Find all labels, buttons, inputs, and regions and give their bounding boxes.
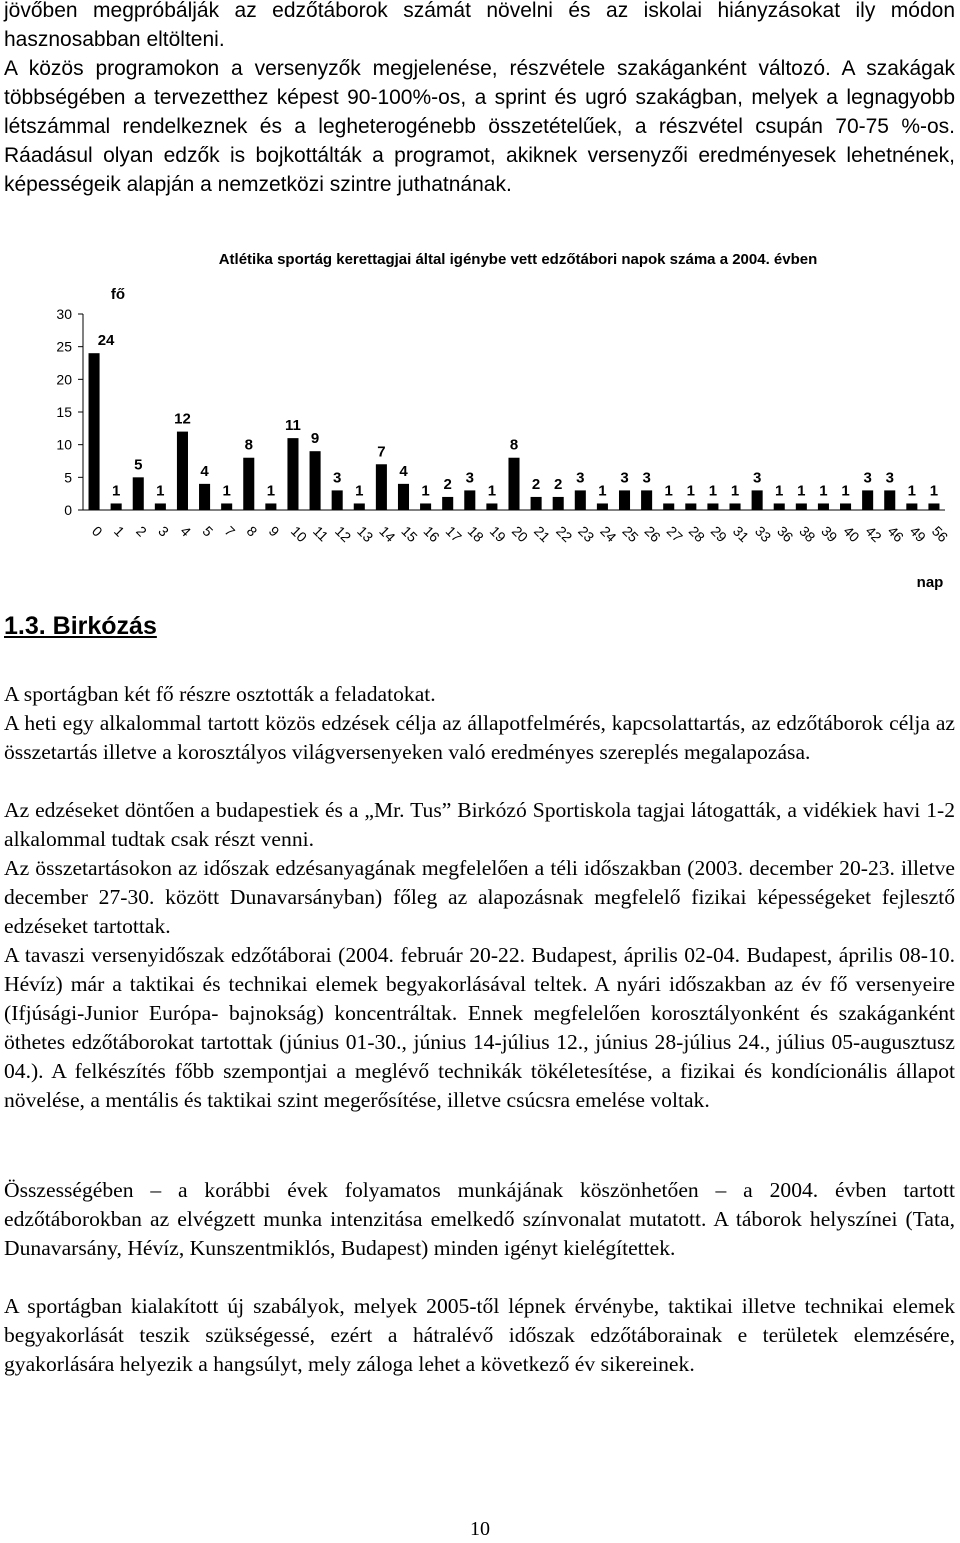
x-tick-label: 7	[221, 522, 239, 540]
y-tick-label: 5	[64, 469, 72, 486]
x-tick-label: 1	[111, 522, 128, 540]
bar	[884, 490, 895, 510]
bar-value-label: 3	[576, 469, 585, 487]
x-tick-label: 40	[840, 522, 863, 546]
x-axis-ticks	[89, 523, 951, 545]
bar-value-label: 9	[310, 430, 320, 448]
bar	[398, 484, 409, 510]
bar	[641, 490, 652, 510]
x-tick-label: 17	[442, 522, 465, 546]
bar	[619, 490, 630, 510]
x-tick-label: 2	[133, 522, 150, 540]
x-tick-label: 31	[729, 522, 753, 546]
bar-value-label: 1	[111, 482, 121, 500]
bar-value-label: 11	[285, 417, 301, 435]
bar-value-label: 1	[775, 482, 784, 500]
bar	[508, 458, 519, 510]
x-tick-label: 24	[597, 522, 620, 546]
x-tick-label: 20	[508, 522, 532, 546]
section-paragraph-2: A heti egy alkalommal tartott közös edzések célja az állapotfelmérés, kapcsolattartás, az edzőtáborok célja az összetartás illetve a korosztályos világversenyeken való eredményes szereplés megalapozása.	[4, 711, 955, 764]
x-tick-label: 5	[199, 522, 217, 540]
page-number: 10	[470, 1518, 490, 1540]
section-paragraph-7: A sportágban kialakított új szabályok, melyek 2005-től lépnek érvénybe, taktikai illetve technikai elemek begyakorlását teszik szükségessé, ezért a hátralévő időszak edzőtáborainak e területek elemzésére, gyakorlására helyezik a hangsúlyt, mely záloga lehet a következő év sikereinek.	[4, 1294, 955, 1376]
y-tick-label: 15	[56, 404, 72, 420]
bar	[265, 503, 276, 510]
x-tick-label: 9	[265, 522, 283, 540]
bar-value-label: 1	[686, 482, 695, 500]
y-tick-label: 30	[56, 306, 72, 322]
bar-value-label: 3	[333, 469, 342, 487]
x-tick-label: 49	[906, 522, 930, 546]
bar	[111, 503, 122, 510]
section-paragraph-5: A tavaszi versenyidőszak edzőtáborai (2004. február 20-22. Budapest, április 02-04. Budapest, április 08-10. Hévíz) már a taktikai és technikai elemek begyakorlásával teltek. A nyári időszakban az év fő versenyeire (Ifjúsági-Junior Európa- bajnokság) koncentráltak. Ennek megfelelően korosztályonként és szakáganként öthetes edzőtáborokat tartottak (június 01-30., június 14-július 12., június 28-július 24., július 05-augusztusz 04.). A felkészítés főbb szempontjai a meglévő technikák tökéletesítése, a fizikai és kondícionális állapot növelése, a mentális és taktikai szint megerősítése, illetve csúcsra emelése voltak.	[4, 943, 955, 1112]
bar	[464, 490, 475, 510]
bar-value-label: 1	[708, 482, 718, 500]
x-tick-label: 36	[774, 522, 797, 546]
x-tick-label: 4	[177, 522, 195, 540]
bar	[862, 490, 873, 510]
bar	[89, 353, 100, 510]
bar-value-label: 3	[752, 469, 762, 487]
bar	[752, 490, 763, 510]
x-tick-label: 3	[155, 522, 173, 540]
bar	[774, 503, 785, 510]
y-tick-label: 0	[64, 502, 72, 518]
bar-value-label: 1	[156, 482, 165, 500]
x-tick-label: 27	[663, 522, 686, 546]
bar	[840, 503, 851, 510]
x-tick-label: 56	[928, 522, 952, 546]
bar	[442, 497, 453, 510]
bar	[597, 503, 608, 510]
bar	[906, 503, 917, 510]
bar-value-label: 12	[174, 410, 191, 428]
bar-value-label: 1	[819, 482, 828, 500]
bar-value-label: 1	[487, 482, 497, 500]
bar	[730, 503, 741, 510]
bar-value-label: 1	[355, 482, 364, 500]
x-tick-label: 38	[796, 522, 819, 546]
bar-value-label: 1	[907, 482, 917, 500]
x-tick-label: 18	[464, 522, 488, 546]
bar	[707, 503, 718, 510]
bar	[177, 432, 188, 510]
bar	[553, 497, 564, 510]
x-tick-label: 42	[862, 522, 885, 546]
bar-value-label: 1	[421, 482, 430, 500]
bar-value-label: 7	[377, 443, 386, 461]
x-tick-label: 10	[287, 522, 311, 546]
x-tick-label: 13	[354, 522, 377, 546]
x-tick-label: 46	[884, 522, 907, 546]
bar-value-label: 1	[841, 482, 850, 500]
bar	[221, 503, 232, 510]
bar	[531, 497, 542, 510]
y-tick-label: 20	[56, 371, 72, 388]
bar	[287, 438, 298, 510]
chart-title: Atlétika sportág kerettagjai által igénybe vett edzőtábori napok száma a 2004. évben	[218, 251, 818, 268]
bar-value-label: 3	[885, 469, 894, 487]
intro-paragraph-1: jövőben megpróbálják az edzőtáborok számát növelni és az iskolai hiányzásokat ily módon hasznosabban eltölteni.	[4, 0, 955, 51]
y-tick-label: 25	[56, 338, 72, 355]
bar	[818, 503, 829, 510]
bar	[155, 503, 166, 510]
bar-value-label: 24	[97, 332, 115, 350]
y-axis-label: fő	[110, 286, 126, 303]
section-paragraph-3: Az edzéseket döntően a budapestiek és a „Mr. Tus” Birkózó Sportiskola tagjai látogatták, a vidékiek havi 1-2 alkalommal tudtak csak részt venni.	[4, 798, 955, 851]
x-tick-label: 0	[88, 522, 106, 540]
bar	[685, 503, 696, 510]
intro-paragraph-2: A közös programokon a versenyzők megjelenése, részvétele szakáganként változó. A szakágak többségében a tervezetthez képest 90-100%-os, a sprint és ugró szakágban, melyek a legnagyobb létszámmal rendelkeznek és a legheterogénebb összetételűek, a részvétel csupán 70-75 %-os. Ráadásul olyan edzők is bojkottálták a programot, akiknek versenyzői eredményesek lehetnének, képességeik alapján a nemzetközi szintre juthatnának.	[4, 57, 955, 196]
bar	[133, 477, 144, 510]
bar	[796, 503, 807, 510]
bar-value-label: 1	[598, 482, 607, 500]
x-tick-label: 15	[398, 522, 421, 546]
bar	[486, 503, 497, 510]
x-tick-label: 16	[420, 522, 443, 546]
bar	[420, 503, 431, 510]
bar-value-label: 5	[134, 456, 143, 474]
bar	[243, 458, 254, 510]
bar-value-label: 1	[797, 482, 806, 500]
bar	[376, 464, 387, 510]
bar	[575, 490, 586, 510]
bar	[199, 484, 210, 510]
bar-value-label: 3	[642, 469, 651, 487]
x-tick-label: 23	[575, 522, 598, 546]
x-tick-label: 39	[818, 522, 841, 546]
x-tick-label: 14	[376, 522, 399, 546]
bar-value-label: 1	[266, 482, 276, 500]
bar-value-label: 8	[509, 436, 519, 454]
bar-value-label: 1	[730, 482, 740, 500]
y-axis-ticks	[56, 306, 83, 518]
x-tick-label: 28	[685, 522, 709, 546]
bar-value-label: 4	[200, 462, 209, 480]
bar-chart	[0, 240, 960, 600]
x-tick-label: 21	[530, 522, 554, 546]
bars-group	[89, 353, 940, 510]
x-axis-label: nap	[916, 574, 944, 591]
bar	[928, 503, 939, 510]
x-tick-label: 12	[332, 522, 355, 546]
x-tick-label: 29	[707, 522, 731, 546]
x-tick-label: 8	[243, 522, 261, 540]
section-paragraph-1: A sportágban két fő részre osztották a feladatokat.	[4, 682, 436, 706]
bar-value-label: 1	[929, 482, 939, 500]
bar	[310, 451, 321, 510]
bar-value-label: 1	[222, 482, 231, 500]
bar	[663, 503, 674, 510]
bar-value-label: 3	[620, 469, 629, 487]
bar-value-label: 2	[443, 475, 452, 493]
section-heading: 1.3. Birkózás	[4, 612, 157, 640]
x-tick-label: 19	[486, 522, 510, 546]
bar	[354, 503, 365, 510]
bar-value-label: 3	[863, 469, 872, 487]
bar	[332, 490, 343, 510]
section-paragraph-6: Összességében – a korábbi évek folyamatos munkájának köszönhetően – a 2004. évben tartott edzőtáborokban az elvégzett munka intenzitása emelkedő színvonalat mutatott. A táborok helyszínei (Tata, Dunavarsány, Hévíz, Kunszentmiklós, Budapest) minden igényt kielégítettek.	[4, 1178, 955, 1260]
section-paragraph-4: Az összetartásokon az időszak edzésanyagának megfelelően a téli időszakban (2003. december 20-23. illetve december 27-30. között Dunavarsányban) főleg az alapozásnak megfelelő fizikai képességeket fejlesztő edzéseket tartottak.	[4, 856, 955, 938]
bar-value-label: 2	[531, 475, 541, 493]
bar-value-label: 2	[554, 475, 563, 493]
x-tick-label: 33	[752, 522, 775, 546]
x-tick-label: 11	[309, 522, 332, 545]
y-tick-label: 10	[56, 436, 72, 453]
bar-value-label: 4	[399, 462, 408, 480]
x-tick-label: 26	[641, 522, 664, 546]
x-tick-label: 25	[619, 522, 642, 546]
x-tick-label: 22	[553, 522, 576, 546]
bar-value-label: 8	[244, 436, 253, 454]
bar-value-label: 3	[465, 469, 474, 487]
bar-value-label: 1	[664, 482, 673, 500]
